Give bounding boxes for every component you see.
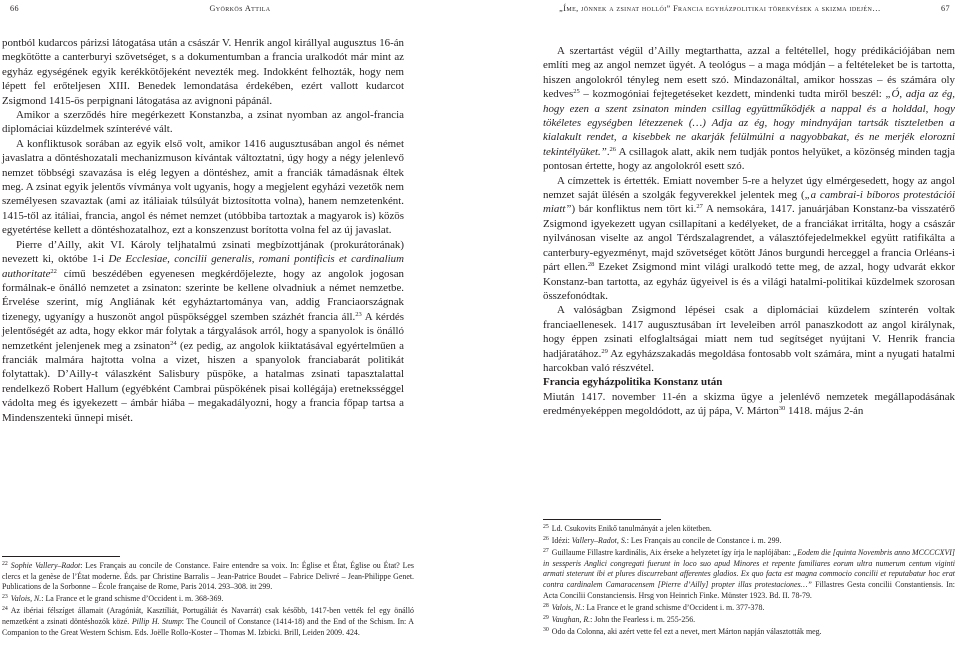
footnote bbox=[543, 548, 955, 601]
footnote-divider bbox=[543, 519, 661, 520]
text-run: Ezeket Zsigmond mint világi uralkodó tette meg, de azzal, hogy udvarát ekkor Konstanz-ban tartotta, az egyház ügyeivel is és a világi hatalmi-politikai küzdelmek szorosan összefonódtak. bbox=[543, 261, 956, 302]
footnote-text: Odo da Colonna, aki azért vette fel ezt a nevet, mert Márton napján választották meg. bbox=[551, 626, 822, 636]
text-run: Pierre d’Ailly, akit VI. Károly teljhatalmú zsinati megbízottjának (prokurátorának) nevezett ki, októbe 1-i bbox=[2, 238, 404, 266]
italic-title: De Ecclesiae, concilii generalis, romani pontificis et cardinalium authoritate bbox=[2, 253, 404, 280]
footnote-author: Valois, N. bbox=[10, 594, 42, 604]
footnote-author: Valois, N. bbox=[551, 602, 583, 612]
section-heading: Francia egyházpolitika Konstanz után bbox=[543, 376, 723, 389]
footnote-number: 27 bbox=[543, 548, 549, 555]
footnote-number: 25 bbox=[543, 524, 549, 530]
paragraph: Amikor a szerződés híre megérkezett Konstanzba, a zsinat nyomban az angol-francia diplomáciai küzdelmek színterévé vált. bbox=[2, 109, 404, 136]
footnote-text: Az ibériai félszíget államait (Aragóniát, Kasztíliát, Portugáliát és Navarrát) csak később, 1417-ben vették fel egy önálló nemzetként a zsinati döntéshozók közé. bbox=[2, 606, 414, 626]
footnote bbox=[543, 627, 955, 638]
footnote-text: : Les Français au concile de Constance. Faire entendre sa voix. In: Église et État, Église ou État? Les clercs et la genèse de l’État moderne. Éds. par Christine Barralis – Jean-Patrice Boudet – Fabrice Delivré – Jean-Philippe Genet. Publications de la Sorbonne – École française de Rome, Paris 2014. 293–308. itt 299. bbox=[2, 561, 414, 592]
footnote-ref[interactable]: 25 bbox=[573, 88, 580, 96]
footnote bbox=[543, 603, 955, 614]
footnote-number: 30 bbox=[543, 626, 549, 633]
footnote-number: 22 bbox=[2, 561, 8, 567]
text-run: ) bár konfliktus nem tört ki. bbox=[571, 203, 697, 216]
paragraph: pontból kudarcos párizsi látogatása után a császár V. Henrik angol királlyal augusztus 16-án megkötötte a canterburyi szövetséget, s a dokumentumban a francia uralkodót már mint az egyház egységének egyik kerékkötőjeként nevezték meg. Indokként felhozták, hogy nem lépett fel erőteljesen XIII. Benedek lemondatása érdekében, ezért vallott kudarcot Zsigmond 1415-ös perpignani látogatása az avignoni pápánál. bbox=[2, 37, 404, 107]
footnote-ref[interactable]: 27 bbox=[696, 203, 703, 211]
footnote-number: 24 bbox=[2, 606, 8, 613]
text-run: A kérdés jelentőségét az adta, hogy ekkor már folytak a tárgyalások arról, hogy a spanyolok is önálló nemzetként jelenjenek meg a zsinaton bbox=[2, 310, 405, 352]
text-run: Miután 1417. november 11-én a skizma ügye a jelenlévő nemzetek megállapodásának eredményeképpen megoldódott, az új pápa, V. Márton bbox=[543, 390, 955, 418]
text-run: – kozmogóniai fejtegetéseket kezdett, mindenki tudta miről beszél: bbox=[579, 88, 886, 101]
text-run: A szertartást végül d’Ailly megtarthatta, azzal a feltétellel, hogy prédikációjában nem említi meg az angol nemzet ügyét. A teológus – a maga módján – a feltételeket be is tartotta, hiszen angolokról tényleg nem esett szó. Mindazonáltal, amikor hosszas – és számára oly kedves bbox=[543, 45, 955, 101]
footnote-quote: „Eodem die [quinta Novembris anno MCCCCXVI] in sessperis Anglici congregati fuerunt in loco suo apud Minores et repente familiares eorum ultra numerum centum viginti armati steterunt ibi et plures discurrebant afferentes gladios. Ex quo facta est magna commocio concilii et reputabatur hoc erat contra cardinalem Camaracensem [Pierre d’Ailly] propter illas protestaciones…” bbox=[543, 548, 955, 589]
footnote-text: : La France et le grand schisme d’Occident i. m. 368-369. bbox=[41, 594, 224, 604]
text-run: című beszédében egyenesen megkérdőjelezte, hogy az angolok jogosan formálnak-e önálló nemzetet a zsinaton: szerinte be kellene olvadniuk a német nemzetbe. Érvelése szerint, míg Angliának két egyháztartománya van, addig Franciaországnak tizenegy, ugyanígy a huszonöt angol püspökséggel szemben százhét francia áll. bbox=[2, 267, 404, 323]
footnote-text: : La France et le grand schisme d’Occident i. m. 377-378. bbox=[582, 602, 765, 612]
footnote-author: Sophie Vallery–Radot bbox=[10, 561, 81, 570]
footnote-author: Vallery–Radot, S. bbox=[571, 536, 627, 546]
footnote-number: 26 bbox=[543, 536, 549, 543]
footnote-ref[interactable]: 24 bbox=[170, 339, 177, 347]
text-run: Az egyházszakadás megoldása fontosabb volt számára, mint a nyugati hatalmi harcokban való részvétel. bbox=[543, 347, 955, 374]
text-run: (ez pedig, az angolok kiiktatásával egyértelműen a franciák malmára hajtotta volna a vizet, hiszen a spanyolok franciabarát politikát folytattak). D’Ailly-t válaszként Salisbury püspöke, a hatalmas zsinati tapasztalattal rendelkező Robert Hallum (egyébként Cambrai püspökének pisai kollégája) eretneksséggel vádolta meg és igyekezett – ámbár hiába – megakadályozni, hogy a francia főpap tartsa a Mindenszenteki ünnepi misét. bbox=[2, 339, 404, 424]
text-run: A címzettek is értették. Emiatt november 5-re a helyzet úgy elmérgesedett, hogy az angol nemzet saját ülésén a szolgák fegyverekkel jelentek meg ( bbox=[543, 174, 955, 202]
paragraph bbox=[543, 390, 955, 419]
footnote-number: 28 bbox=[543, 602, 549, 609]
right-running-title: „Íme, jönnek a zsinat hollói” Francia egyházpolitikai törekvések a skizma idején… bbox=[559, 4, 881, 13]
footnote-text: : The Council of Constance (1414-18) and the End of the Schism. In: A Companion to the Great Western Schism. Eds. Joëlle Rollo-Koster – Thomas M. Izbicki. Brill, Leiden 2009. 424. bbox=[2, 616, 414, 637]
footnote-text: : John the Fearless i. m. 255-256. bbox=[590, 614, 696, 624]
footnote-text: Guillaume Fillastre kardinális, Aix érseke a helyzetet így írja le naplójában: bbox=[551, 548, 793, 558]
text-run: A valóságban Zsigmond lépései csak a diplomáciai küzdelem színterén voltak franciaellenesek. 1417 augusztusában írt leveleiben arról panaszkodott az angol királynak, hogy éppen zsinati elfoglaltságai miatt nem tud segítséget nyújtani V. Henrik francia hadjáratához. bbox=[543, 304, 955, 360]
footnote-ref[interactable]: 26 bbox=[609, 145, 617, 153]
footnote bbox=[543, 524, 955, 535]
left-page-number: 66 bbox=[10, 4, 19, 13]
footnote-ref[interactable]: 23 bbox=[355, 310, 362, 318]
text-run: A nemsokára, 1417. januárjában Konstanz-ba visszatérő Zsigmond igyekezett ugyan csillapítani a kedélyeket, de a franciákat irritálta, hogy a császár nyilvánosan viselte az angol Térdszalagrendet, a választófejedelmekkel együtt ratifikálta a canterbury-egyezményt, majd szövetséget kötött János burgundi herceggel a francia Orléans-i párt ellen. bbox=[543, 203, 955, 274]
italic-quote: „a cambrai-i bíboros protestációi miatt” bbox=[543, 189, 955, 216]
italic-quote: „Ó, adja az ég, hogy ezen a szent zsinaton minden csillag együttműködjék a nappal és a holddal, hogy tökéletes egységben létezzenek (…) Adja az ég, hogy mindnyájan tartsák tiszteletben a kialakult rendet, a kisebbek ne akarják felülmúlni a nagyobbakat, és ne merjék elorozni tekintélyüket.” bbox=[543, 88, 955, 158]
footnote-text: Fillastres Gesta concilii Constantiensis. In: Acta Concilii Constanciensis. Hrsg von Heinrich Finke. Münster 1923. Bd. II. 78-79. bbox=[543, 579, 955, 600]
footnote-author: Pillip H. Stump bbox=[131, 616, 182, 626]
text-run: 1418. május 2-án bbox=[785, 405, 864, 418]
right-body-text bbox=[543, 44, 955, 419]
text-run: . bbox=[606, 145, 610, 158]
footnote-author: Vaughan, R. bbox=[551, 614, 591, 624]
footnote-text: Ld. Csukovits Enikő tanulmányát a jelen kötetben. bbox=[551, 524, 712, 533]
paragraph bbox=[543, 44, 955, 174]
footnote-ref[interactable]: 28 bbox=[587, 261, 595, 269]
paragraph bbox=[543, 174, 955, 304]
footnote-ref[interactable]: 22 bbox=[50, 267, 57, 275]
right-page-number: 67 bbox=[941, 4, 950, 13]
footnote-number: 23 bbox=[2, 594, 8, 601]
left-running-title: Györkös Attila bbox=[209, 4, 271, 13]
footnote-text: Idézi: bbox=[551, 536, 572, 546]
text-run: A csillagok alatt, akik nem tudják pontos helyüket, a közönség minden tagja pontosan értette, hogy az angolokról esett szó. bbox=[543, 145, 955, 173]
footnote-number: 29 bbox=[543, 614, 549, 621]
footnote bbox=[543, 615, 955, 626]
paragraph bbox=[543, 303, 955, 375]
footnote-text: : Les Français au concile de Constance i. m. 299. bbox=[626, 536, 782, 546]
footnote-ref[interactable]: 29 bbox=[601, 347, 608, 355]
paragraph: A konfliktusok sorában az egyik első volt, amikor 1416 augusztusában angol és német javaslatra a döntéshozatali mechanizmuson kívántak változtatni, úgy hogy a négy jelenlevő nemzet többségi szavazása is elég legyen a döntéshez, amit a franciák támadásnak éltek meg. A zsinat egyik jelentős vívmánya volt ugyanis, hogy a megjelent egyházi vezetők nem személyesen szavaztak (ami az itáliaiak túlsúlyát biztosította volna), hanem nemzetenként. 1415-től az itáliai, francia, angol és német nemzet (utóbbiba tartoztak a magyarok is) közös egyetértése kellett a döntéshozatalhoz, ezt a konszenzust borította volna fel az új javaslat. bbox=[2, 137, 404, 237]
right-footnotes bbox=[543, 524, 955, 639]
footnote bbox=[543, 536, 955, 547]
footnote-ref[interactable]: 30 bbox=[778, 405, 786, 413]
